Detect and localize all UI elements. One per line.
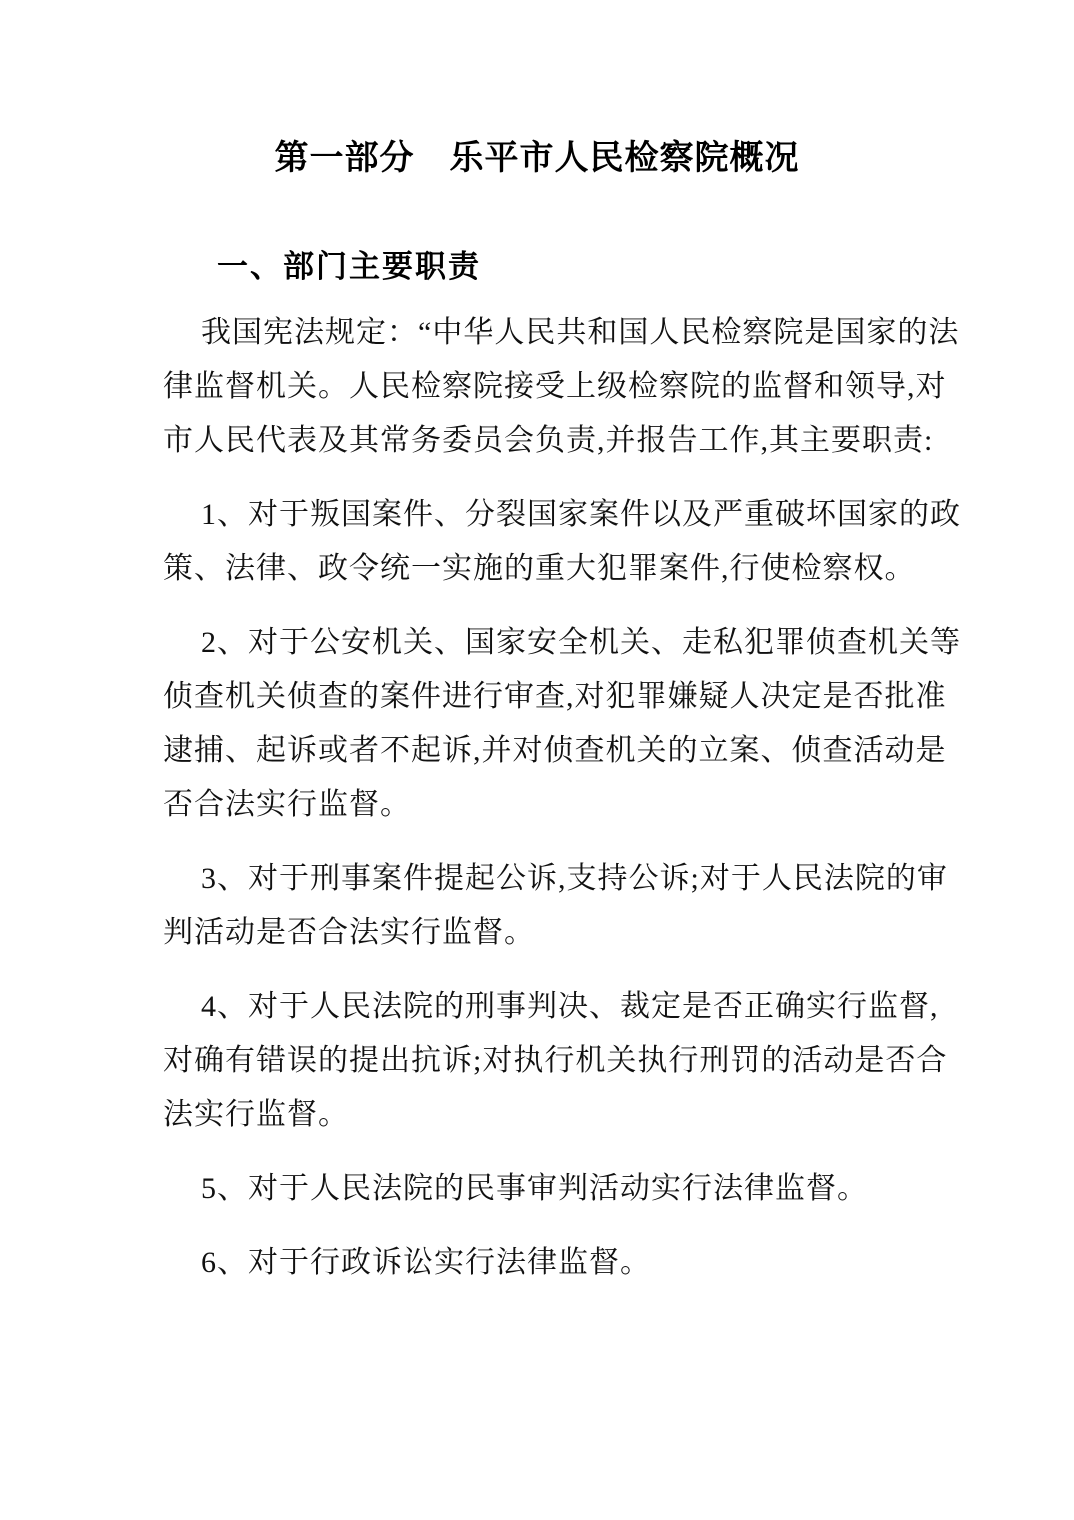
text-line: 否合法实行监督。 (163, 788, 411, 821)
text-line: 律监督机关。人民检察院接受上级检察院的监督和领导,对 (163, 370, 947, 403)
text-line: 法实行监督。 (163, 1098, 349, 1131)
duty-item-1 (163, 488, 961, 596)
text-line: 6、对于行政诉讼实行法律监督。 (201, 1246, 651, 1279)
text-line: 策、法律、政令统一实施的重大犯罪案件,行使检察权。 (163, 552, 916, 585)
duty-item-2 (163, 616, 961, 832)
duty-item-5 (163, 1162, 905, 1216)
text-line: 逮捕、起诉或者不起诉,并对侦查机关的立案、侦查活动是 (163, 734, 947, 767)
text-line: 5、对于人民法院的民事审判活动实行法律监督。 (201, 1172, 868, 1205)
duty-item-4 (163, 980, 948, 1142)
document-body (163, 306, 961, 1310)
document-title: 第一部分 乐平市人民检察院概况 (274, 140, 800, 177)
duty-item-6 (163, 1236, 905, 1290)
text-line: 侦查机关侦查的案件进行审查,对犯罪嫌疑人决定是否批准 (163, 680, 947, 713)
text-line: 2、对于公安机关、国家安全机关、走私犯罪侦查机关等 (201, 626, 961, 659)
text-line: 判活动是否合法实行监督。 (163, 916, 535, 949)
text-line: 我国宪法规定：“中华人民共和国人民检察院是国家的法 (201, 316, 960, 349)
text-line: 4、对于人民法院的刑事判决、裁定是否正确实行监督, (201, 990, 939, 1023)
text-line: 3、对于刑事案件提起公诉,支持公诉;对于人民法院的审 (201, 862, 948, 895)
paragraph-intro (163, 306, 960, 468)
duty-item-3 (163, 852, 948, 960)
text-line: 市人民代表及其常务委员会负责,并报告工作,其主要职责: (163, 424, 934, 457)
text-line: 对确有错误的提出抗诉;对执行机关执行刑罚的活动是否合 (163, 1044, 948, 1077)
section-heading: 一、部门主要职责 (217, 249, 481, 284)
text-line: 1、对于叛国案件、分裂国家案件以及严重破坏国家的政 (201, 498, 961, 531)
